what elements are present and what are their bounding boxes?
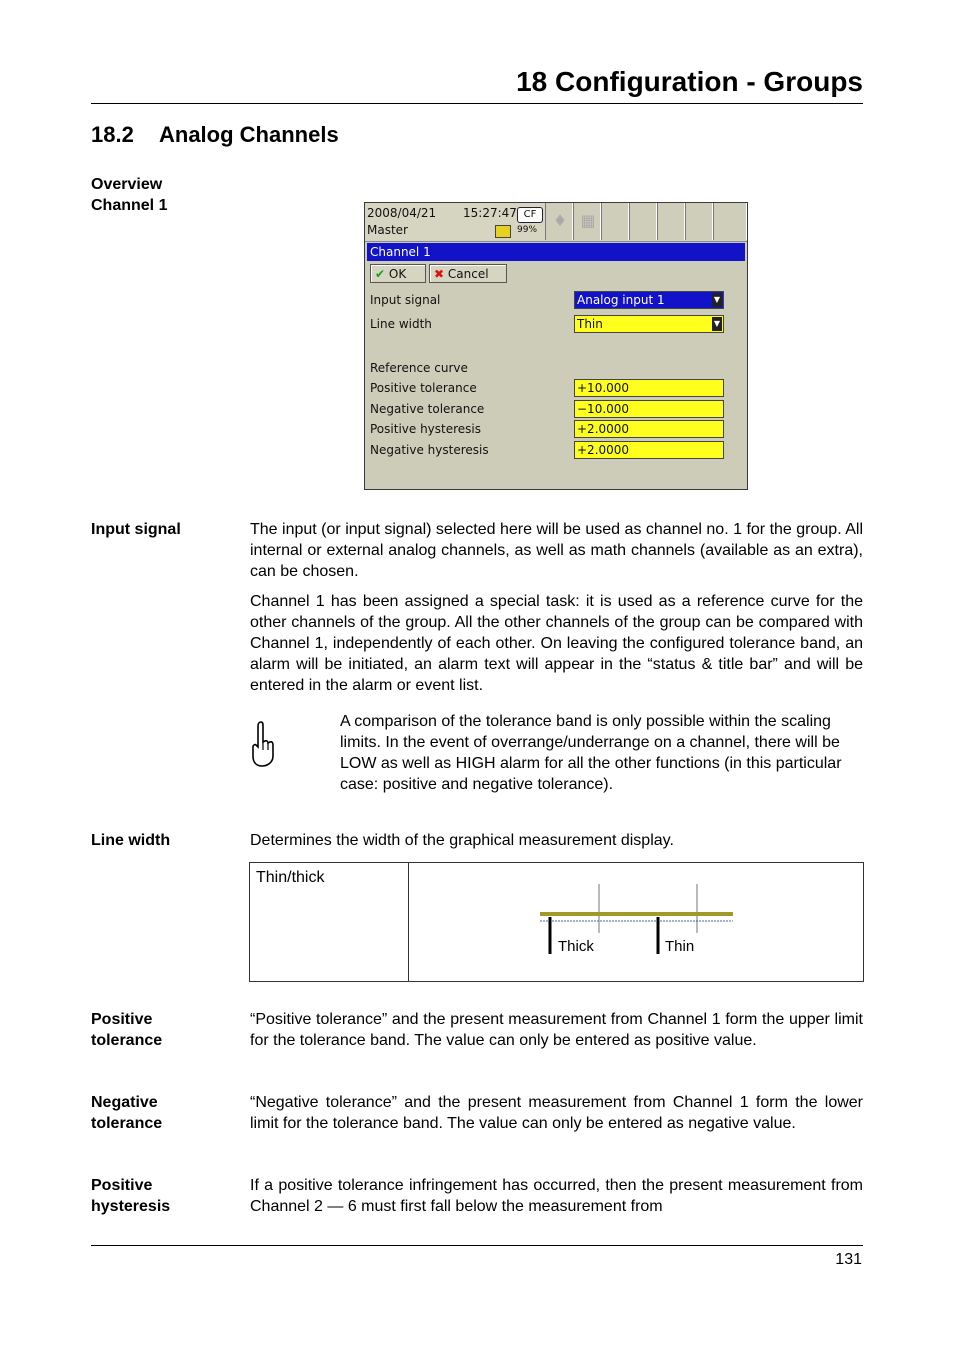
negative-tolerance-heading-line2: tolerance [91,1115,163,1132]
line-width-table [249,862,864,982]
positive-hysteresis-text: If a positive tolerance infringement has occurred, then the present measurement from Channel 2 — 6 must first fall below the measurement from [250,1177,863,1215]
memory-status: 99% [517,225,538,235]
ok-label: OK [388,267,407,281]
positive-tolerance-heading-line2: tolerance [91,1032,163,1049]
overview-label-line2: Channel 1 [91,197,168,214]
input-signal-note: A comparison of the tolerance band is only possible within the scaling limits. In the event of overrange/underrange on a channel, there will be LOW as well as HIGH alarm for all the other functions (in this particular case: positive and negative tolerance). [340,713,842,793]
positive-hysteresis-field[interactable]: +2.0000 [574,420,724,438]
section-name: Analog Channels [159,122,339,147]
footer-rule [91,1245,863,1246]
input-signal-value: Analog input 1 [577,293,665,307]
section-title [91,122,339,148]
table-divider [408,863,409,981]
line-width-heading: Line width [91,832,171,849]
negative-hysteresis-label: Negative hysteresis [370,443,489,457]
line-width-text: Determines the width of the graphical measurement display. [250,832,674,849]
thin-label: Thin [665,938,695,955]
pointing-hand-icon [250,720,276,768]
input-signal-label: Input signal [370,293,441,307]
negative-tolerance-heading [91,1092,162,1134]
alarm-bell-button[interactable] [545,203,573,240]
cancel-button[interactable] [429,264,507,283]
positive-tolerance-label: Positive tolerance [370,381,477,395]
status-user: Master [367,223,408,237]
line-width-label: Line width [370,317,432,331]
display-button[interactable] [573,203,601,240]
ok-button[interactable] [370,264,426,283]
negative-tolerance-heading-line1: Negative [91,1094,158,1111]
section-number: 18.2 [91,122,134,147]
line-width-select[interactable] [574,315,724,333]
cross-icon: ✖ [434,267,445,281]
thick-label: Thick [558,938,594,955]
negative-hysteresis-field[interactable]: +2.0000 [574,441,724,459]
header-rule [91,103,863,104]
line-width-value: Thin [577,317,603,331]
status-left [367,205,436,239]
folder-icon [495,225,511,238]
checkmark-icon: ✔ [375,267,386,281]
cf-card-icon: CF [517,207,543,223]
toolbar-slot-6[interactable] [685,203,713,240]
negative-tolerance-text: “Negative tolerance” and the present measurement from Channel 1 form the lower limit for the tolerance band. The value can only be entered as negative value. [250,1094,863,1132]
page-number: 131 [835,1251,862,1268]
positive-hysteresis-heading-line1: Positive [91,1177,153,1194]
negative-tolerance-field[interactable]: −10.000 [574,400,724,418]
overview-label-line1: Overview [91,176,163,193]
toolbar-slot-7[interactable] [713,203,747,240]
negative-tolerance-label: Negative tolerance [370,402,485,416]
positive-tolerance-heading-line1: Positive [91,1011,153,1028]
chapter-title: 18 Configuration - Groups [516,66,863,97]
input-signal-heading: Input signal [91,521,181,538]
positive-tolerance-text: “Positive tolerance” and the present measurement from Channel 1 form the upper limit for the tolerance band. The value can only be entered as positive value. [250,1011,863,1049]
positive-hysteresis-heading [91,1175,170,1217]
cancel-label: Cancel [447,267,489,281]
positive-tolerance-heading [91,1009,162,1051]
toolbar-slot-3[interactable] [601,203,629,240]
toolbar-slot-5[interactable] [657,203,685,240]
chevron-down-icon: ▼ [712,317,722,331]
reference-curve-label: Reference curve [370,361,468,375]
positive-tolerance-field[interactable]: +10.000 [574,379,724,397]
line-width-table-cell: Thin/thick [256,869,325,886]
device-screen [364,202,748,490]
dialog-title: Channel 1 [367,243,745,261]
toolbar-slot-4[interactable] [629,203,657,240]
overview-label [91,174,167,216]
bell-icon: ♦ [552,211,568,230]
input-signal-select[interactable] [574,291,724,309]
positive-hysteresis-heading-line2: hysteresis [91,1198,171,1215]
status-date: 2008/04/21 [367,206,437,220]
positive-hysteresis-label: Positive hysteresis [370,422,482,436]
chevron-down-icon: ▼ [712,293,722,307]
status-time: 15:27:47 [463,206,517,220]
input-signal-para1: The input (or input signal) selected here will be used as channel no. 1 for the group. All internal or external analog channels, as well as math channels (available as an extra), can be chosen. [250,521,863,580]
device-status-bar [365,203,747,242]
grid-icon: ▦ [580,211,596,230]
input-signal-para2: Channel 1 has been assigned a special task: it is used as a reference curve for the other channels of the group. All the other channels of the group can be compared with Channel 1, independently of each other. On leaving the configured tolerance band, an alarm will be initiated, an alarm text will appear in the “status & title bar” and will be entered in the alarm or event list. [250,593,863,694]
